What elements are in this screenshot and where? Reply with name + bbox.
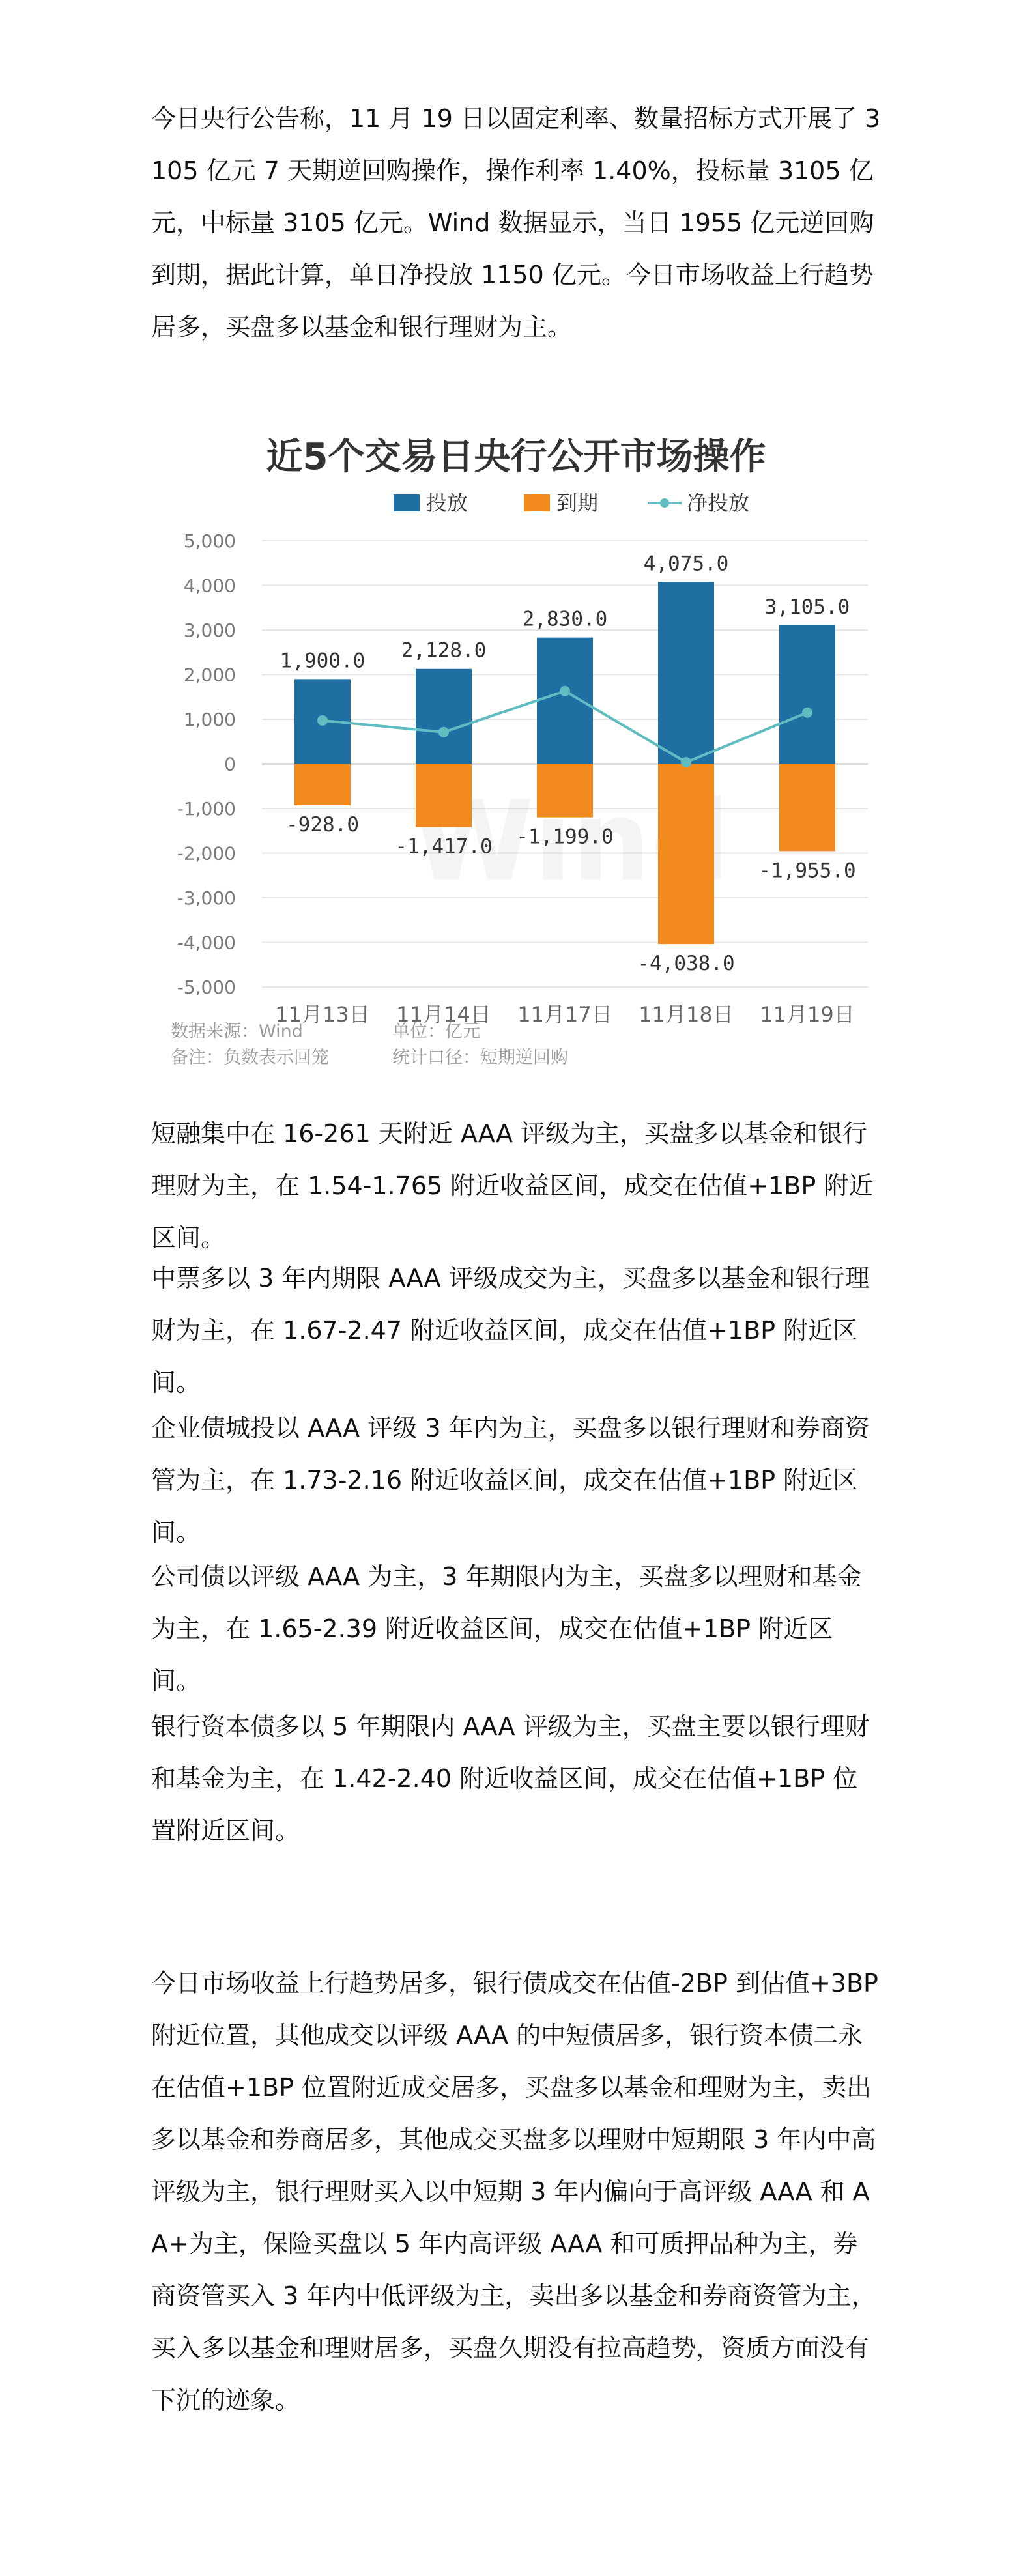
legend-label: 投放 xyxy=(426,491,468,515)
x-category-label: 11月18日 xyxy=(639,1002,734,1027)
bar-issuance xyxy=(537,638,593,764)
data-label-issuance: 2,128.0 xyxy=(401,638,487,663)
chart-title: 近5个交易日央行公开市场操作 xyxy=(266,436,766,478)
bar-issuance xyxy=(658,582,714,764)
data-label-issuance: 1,900.0 xyxy=(280,649,366,673)
x-category-label: 11月14日 xyxy=(396,1002,491,1027)
x-category-label: 11月17日 xyxy=(517,1002,612,1027)
net-issuance-point xyxy=(681,757,691,767)
bar-maturity xyxy=(537,764,593,818)
y-tick-label: 5,000 xyxy=(183,530,236,552)
intro-paragraph: 今日央行公告称，11 月 19 日以固定利率、数量招标方式开展了 3105 亿元 7 天期逆回购操作，操作利率 1.40%，投标量 3105 亿元，中标量 3105 亿元。Wind 数据显示，当日 1955 亿元逆回购到期，据此计算，单日净投放 1150 亿元。今日市场收益上行趋势居多，买盘多以基金和银行理财为主。 xyxy=(151,104,881,341)
y-tick-label: -2,000 xyxy=(177,842,236,865)
chart-source-note: 数据来源：Wind xyxy=(171,1022,303,1042)
chart-remark-note: 备注：负数表示回笼 xyxy=(171,1048,329,1068)
bar-issuance xyxy=(416,669,472,764)
legend-swatch xyxy=(394,494,420,511)
mtn-paragraph: 中票多以 3 年内期限 AAA 评级成交为主，买盘多以基金和银行理财为主，在 1.67-2.47 附近收益区间，成交在估值+1BP 附近区间。 xyxy=(151,1264,870,1397)
data-label-issuance: 3,105.0 xyxy=(764,595,850,619)
short-term-paragraph: 短融集中在 16-261 天附近 AAA 评级为主，买盘多以基金和银行理财为主，在 1.54-1.765 附近收益区间，成交在估值+1BP 附近区间。 xyxy=(151,1119,874,1252)
corporate-bond-paragraph: 公司债以评级 AAA 为主，3 年期限内为主，买盘多以理财和基金为主，在 1.65-2.39 附近收益区间，成交在估值+1BP 附近区间。 xyxy=(151,1562,862,1695)
chart-x-axis xyxy=(275,1002,854,1027)
y-tick-label: 3,000 xyxy=(183,620,236,641)
legend-swatch xyxy=(524,494,550,511)
data-label-maturity: -1,955.0 xyxy=(758,859,856,883)
bar-maturity xyxy=(416,764,472,827)
bar-maturity xyxy=(779,764,835,852)
y-tick-label: 0 xyxy=(224,753,236,775)
market-summary-paragraph: 今日市场收益上行趋势居多，银行债成交在估值-2BP 到估值+3BP 附近位置，其他成交以评级 AAA 的中短债居多，银行资本债二永在估值+1BP 位置附近成交居多，买盘多以基金和理财为主，卖出多以基金和券商居多，其他成交买盘多以理财中短期限 3 年内中高评级为主，银行理财买入以中短期 3 年内偏向于高评级 AAA 和 AA+为主，保险买盘以 5 年内高评级 AAA 和可质押品种为主，券商资管买入 3 年内中低评级为主，卖出多以基金和券商资管为主，买入多以基金和理财居多，买盘久期没有拉高趋势，资质方面没有下沉的迹象。 xyxy=(151,1969,878,2414)
chart-scope-note: 统计口径：短期逆回购 xyxy=(392,1048,568,1068)
bank-capital-bond-paragraph: 银行资本债多以 5 年期限内 AAA 评级为主，买盘主要以银行理财和基金为主，在 1.42-2.40 附近收益区间，成交在估值+1BP 位置附近区间。 xyxy=(151,1712,870,1845)
data-label-issuance: 2,830.0 xyxy=(522,607,608,631)
data-label-maturity: -1,417.0 xyxy=(395,835,493,859)
y-tick-label: 1,000 xyxy=(183,709,236,730)
chart-unit-note: 单位：亿元 xyxy=(392,1022,480,1042)
data-label-maturity: -928.0 xyxy=(286,813,359,837)
legend-label: 到期 xyxy=(556,491,599,515)
x-category-label: 11月19日 xyxy=(760,1002,855,1027)
y-tick-label: -5,000 xyxy=(177,977,236,998)
omo-chart xyxy=(151,417,881,1095)
data-label-issuance: 4,075.0 xyxy=(643,552,729,576)
net-issuance-point xyxy=(560,686,570,696)
data-label-maturity: -4,038.0 xyxy=(637,952,735,976)
data-label-maturity: -1,199.0 xyxy=(516,825,614,849)
net-issuance-point xyxy=(438,727,449,737)
bar-issuance xyxy=(779,625,835,764)
y-tick-label: 2,000 xyxy=(183,664,236,686)
x-category-label: 11月13日 xyxy=(275,1002,370,1027)
net-issuance-point xyxy=(317,715,328,726)
enterprise-bond-paragraph: 企业债城投以 AAA 评级 3 年内为主，买盘多以银行理财和券商资管为主，在 1.73-2.16 附近收益区间，成交在估值+1BP 附近区间。 xyxy=(151,1414,870,1547)
chart-legend xyxy=(394,491,749,515)
chart-svg xyxy=(151,417,881,1095)
net-issuance-point xyxy=(802,708,812,718)
bar-maturity xyxy=(294,764,351,806)
legend-swatch-dot xyxy=(660,498,669,508)
bar-maturity xyxy=(658,764,714,945)
y-tick-label: -3,000 xyxy=(177,887,236,909)
chart-y-axis xyxy=(177,530,236,998)
y-tick-label: -4,000 xyxy=(177,932,236,954)
y-tick-label: 4,000 xyxy=(183,575,236,597)
y-tick-label: -1,000 xyxy=(177,798,236,820)
legend-label: 净投放 xyxy=(687,491,750,515)
